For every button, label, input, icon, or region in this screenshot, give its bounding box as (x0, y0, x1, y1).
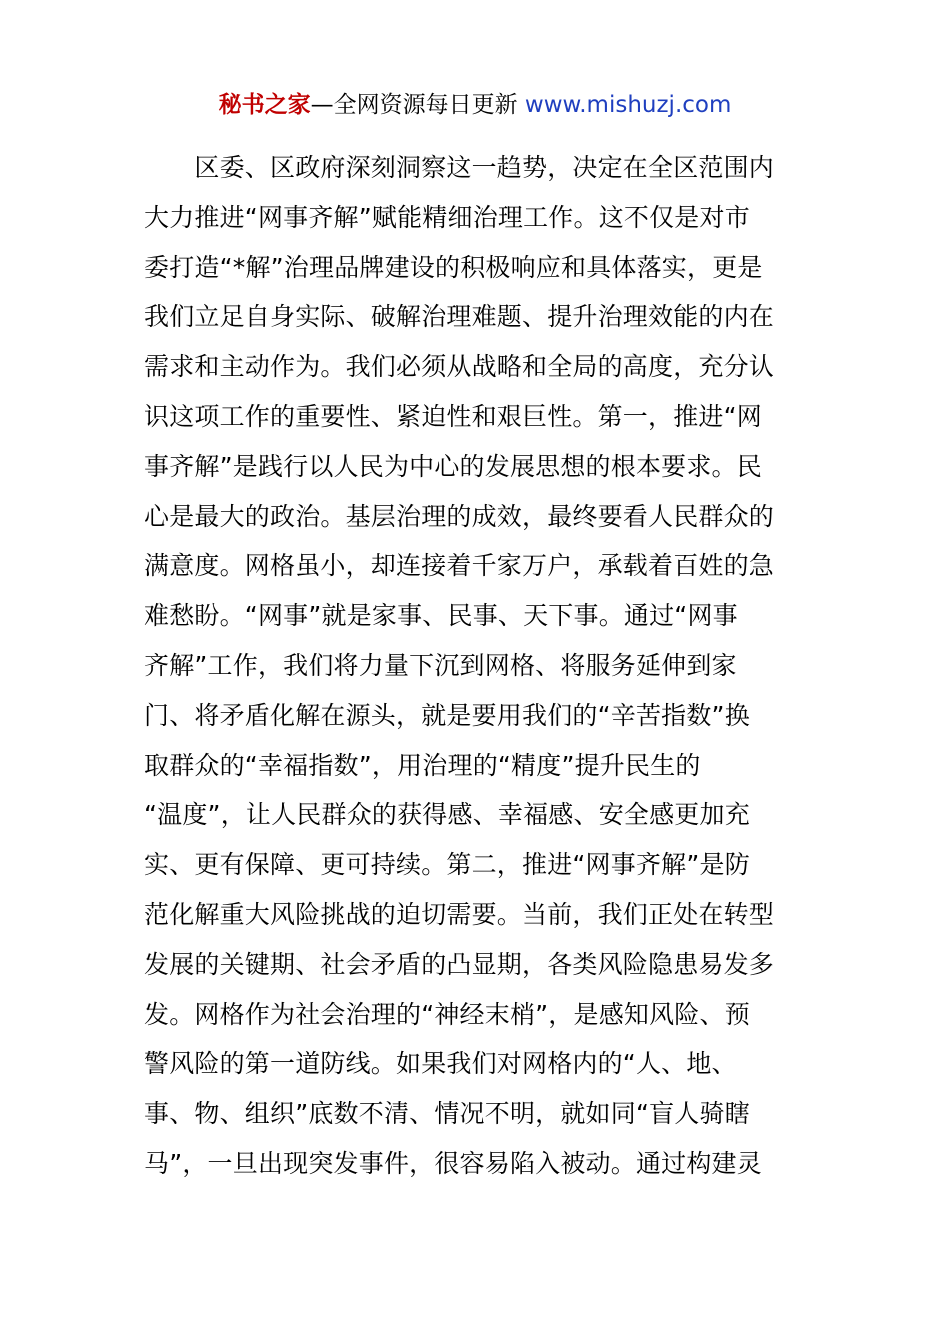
text-line: 需求和主动作为。我们必须从战略和全局的高度，充分认 (144, 352, 775, 382)
text-line: 范化解重大风险挑战的迫切需要。当前，我们正处在转型 (144, 899, 775, 929)
text-line: 事、物、组织”底数不清、情况不明，就如同“盲人骑瞎 (144, 1099, 750, 1129)
text-line: 警风险的第一道防线。如果我们对网格内的“人、地、 (144, 1049, 737, 1079)
text-line: 发。网格作为社会治理的“神经末梢”，是感知风险、预 (144, 999, 750, 1029)
text-line: 马”，一旦出现突发事件，很容易陷入被动。通过构建灵 (144, 1148, 762, 1178)
text-line: 大力推进“网事齐解”赋能精细治理工作。这不仅是对市 (144, 202, 750, 232)
header-tagline: —全网资源每日更新 (310, 92, 525, 118)
text-line: 委打造“*解”治理品牌建设的积极响应和具体落实，更是 (144, 252, 763, 282)
page-header (0, 88, 950, 122)
site-url-link[interactable]: www.mishuzj.com (524, 92, 732, 118)
text-line: “温度”，让人民群众的获得感、幸福感、安全感更加充 (144, 800, 750, 830)
text-line: 心是最大的政治。基层治理的成效，最终要看人民群众的 (144, 501, 775, 531)
document-body (144, 143, 814, 1189)
text-line: 识这项工作的重要性、紧迫性和艰巨性。第一，推进“网 (144, 401, 762, 431)
text-line: 齐解”工作，我们将力量下沉到网格、将服务延伸到家 (144, 650, 737, 680)
text-line: 区委、区政府深刻洞察这一趋势，决定在全区范围内 (144, 153, 775, 182)
text-line: 满意度。网格虽小，却连接着千家万户，承载着百姓的急 (144, 551, 775, 581)
text-line: 发展的关键期、社会矛盾的凸显期，各类风险隐患易发多 (144, 949, 775, 979)
text-line: 实、更有保障、更可持续。第二，推进“网事齐解”是防 (144, 850, 750, 880)
text-line: 我们立足自身实际、破解治理难题、提升治理效能的内在 (144, 302, 775, 332)
brand-name: 秘书之家 (218, 92, 311, 118)
text-line: 取群众的“幸福指数”，用治理的“精度”提升民生的 (144, 750, 701, 780)
text-line: 难愁盼。“网事”就是家事、民事、天下事。通过“网事 (144, 601, 738, 631)
text-line: 事齐解”是践行以人民为中心的发展思想的根本要求。民 (144, 451, 762, 481)
text-line: 门、将矛盾化解在源头，就是要用我们的“辛苦指数”换 (144, 700, 750, 730)
